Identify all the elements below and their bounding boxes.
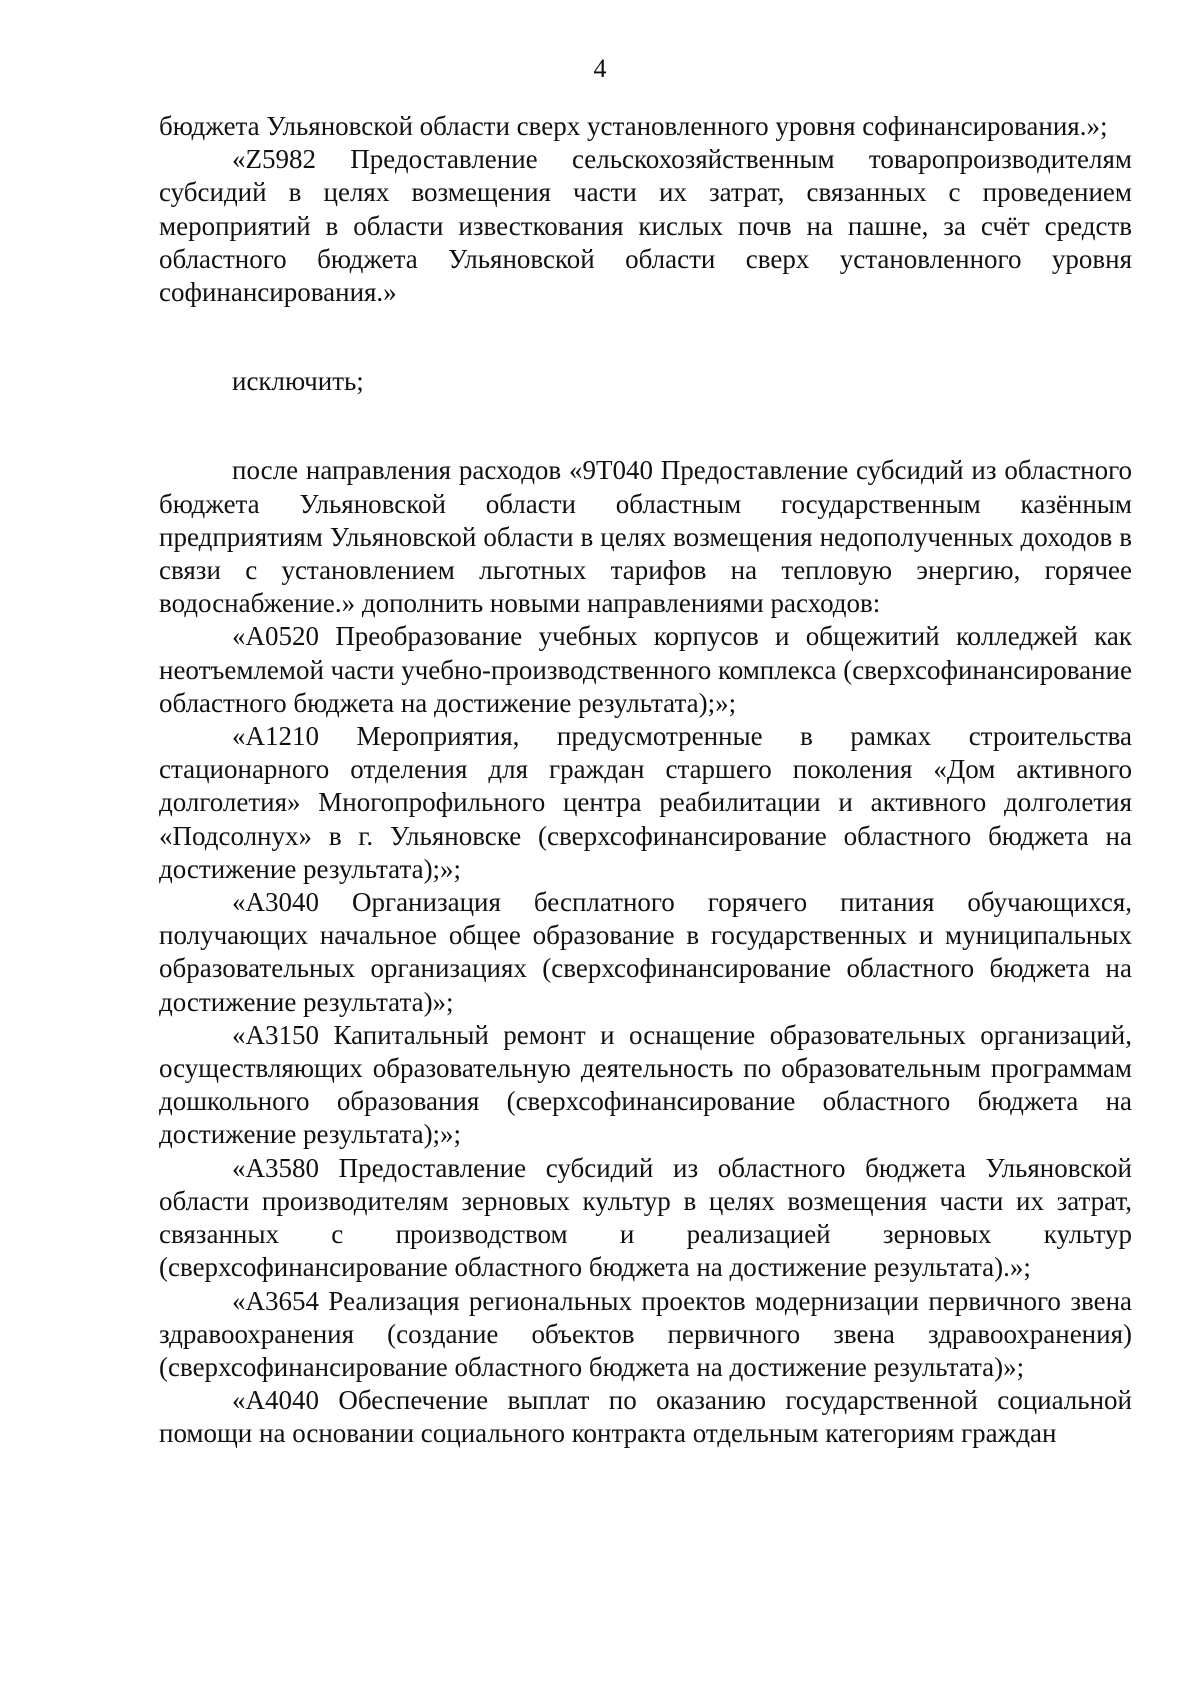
paragraph-a3040: «А3040 Организация бесплатного горячего питания обучающихся, получающих начальное общее образование в государственных и муниципальных образовательных организациях (сверхсофинансирование областного бюджета на достижение результата)»; [159,887,1132,1017]
paragraph-a1210: «А1210 Мероприятия, предусмотренные в рамках строительства стационарного отделения для граждан старшего поколения «Дом активного долголетия» Многопрофильного центра реабилитации и активного долголетия «Подсолнух» в г. Ульяновске (сверхсофинансирование областного бюджета на достижение результата);»; [159,721,1132,884]
paragraph-a4040: «А4040 Обеспечение выплат по оказанию государственной социальной помощи на основании социального контракта отдельным категориям граждан [159,1385,1132,1449]
paragraph-a0520: «А0520 Преобразование учебных корпусов и общежитий колледжей как неотъемлемой части учебно-производственного комплекса (сверхсофинансирование областного бюджета на достижение результата);»; [159,621,1132,718]
page-number: 4 [593,54,607,83]
document-body [159,110,1132,1451]
paragraph-after-9t040: после направления расходов «9Т040 Предоставление субсидий из областного бюджета Ульяновской области областным государственным казённым предприятиям Ульяновской области в целях возмещения недополученных доходов в связи с установлением льготных тарифов на тепловую энергию, горячее водоснабжение.» дополнить новыми направлениями расходов: [159,455,1132,619]
paragraph-continuation: бюджета Ульяновской области сверх установленного уровня софинансирования.»; [159,111,1108,141]
paragraph-a3580: «А3580 Предоставление субсидий из областного бюджета Ульяновской области производителям зерновых культур в целях возмещения части их затрат, связанных с производством и реализацией зерновых культур (сверхсофинансирование областного бюджета на достижение результата).»; [159,1152,1132,1283]
paragraph-z5982: «Z5982 Предоставление сельскохозяйственным товаропроизводителям субсидий в целях возмещения части их затрат, связанных с проведением мероприятий в области известкования кислых почв на пашне, за счёт средств областного бюджета Ульяновской области сверх установленного уровня софинансирования.» [159,144,1132,308]
paragraph-a3654: «А3654 Реализация региональных проектов модернизации первичного звена здравоохранения (создание объектов первичного звена здравоохранения) (сверхсофинансирование областного бюджета на достижение результата)»; [159,1285,1132,1382]
paragraph-a3150: «А3150 Капитальный ремонт и оснащение образовательных организаций, осуществляющих образовательную деятельность по образовательным программам дошкольного образования (сверхсофинансирование областного бюджета на достижение результата);»; [159,1019,1132,1150]
paragraph-exclude: исключить; [232,366,364,397]
